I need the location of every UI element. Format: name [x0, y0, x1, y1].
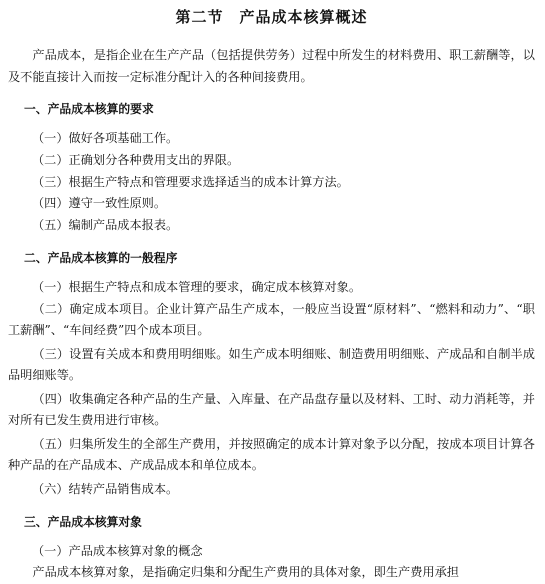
list-item: （四）遵守一致性原则。 — [32, 196, 167, 211]
section-heading-procedure: 二、产品成本核算的一般程序 — [24, 250, 178, 265]
body-paragraph: 产品成本核算对象，是指确定归集和分配生产费用的具体对象，即生产费用承担 — [32, 565, 459, 580]
intro-paragraph: 产品成本，是指企业在生产产品（包括提供劳务）过程中所发生的材料费用、职工薪酬等，以及不能直接计入而按一定标准分配计入的各种间接费用。 — [8, 48, 535, 84]
list-item-paragraph: （五）归集所发生的全部生产费用，并按照确定的成本计算对象予以分配，按成本项目计算各种产品的在产品成本、产成品成本和单位成本。 — [8, 436, 535, 473]
list-item: （五）编制产品成本报表。 — [32, 218, 179, 233]
list-item: （三）根据生产特点和管理要求选择适当的成本计算方法。 — [32, 174, 349, 189]
list-item-paragraph: （四）收集确定各种产品的生产量、入库量、在产品盘存量以及材料、工时、动力消耗等，并对所有已发生费用进行审核。 — [8, 391, 535, 428]
section-heading-objects: 三、产品成本核算对象 — [24, 514, 142, 529]
section-title: 第二节 产品成本核算概述 — [175, 8, 368, 26]
list-item: （一）根据生产特点和成本管理的要求，确定成本核算对象。 — [32, 279, 362, 294]
list-item-paragraph: （三）设置有关成本和费用明细账。如生产成本明细账、制造费用明细账、产成品和自制半成品明细账等。 — [8, 346, 535, 383]
list-item: （二）正确划分各种费用支出的界限。 — [32, 152, 240, 167]
list-item: （六）结转产品销售成本。 — [32, 481, 179, 496]
list-item: （一）做好各项基础工作。 — [32, 131, 179, 145]
section-heading-requirements: 一、产品成本核算的要求 — [24, 102, 154, 116]
list-item-paragraph: （二）确定成本项目。企业计算产品生产成本，一般应当设置“原材料”、“燃料和动力”、“职工薪酬”、“车间经费”四个成本项目。 — [8, 301, 535, 338]
list-item: （一）产品成本核算对象的概念 — [32, 543, 203, 558]
